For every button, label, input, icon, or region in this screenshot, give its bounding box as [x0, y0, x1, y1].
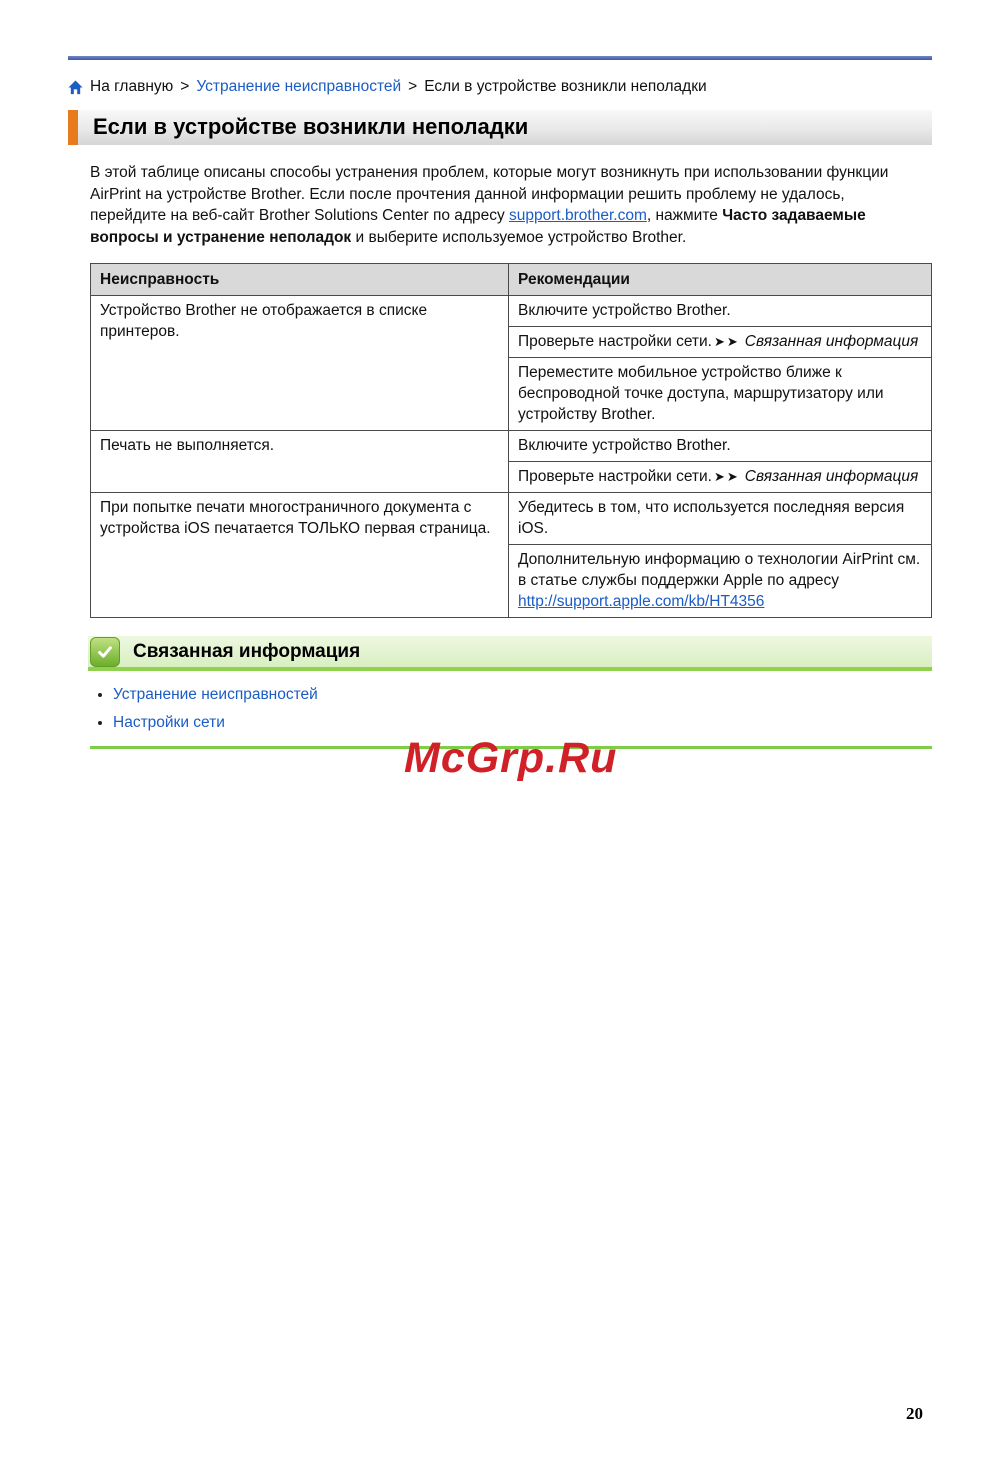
recommendation-cell [509, 431, 932, 462]
list-item [98, 685, 932, 705]
top-blue-rule [68, 56, 932, 60]
problem-cell: При попытке печати многостраничного документа с устройства iOS печатается ТОЛЬКО первая страница. [91, 493, 509, 618]
recommendation-text: Переместите мобильное устройство ближе к беспроводной точке доступа, маршрутизатору или устройству Brother. [518, 364, 884, 423]
intro-text-1: В этой таблице описаны способы устранения проблем, которые могут возникнуть при использовании функции AirPrint на устройстве Brother. Если после прочтения данной информации решить проблему не удалось, перейдите на веб-сайт Brother Solutions Center по адресу [90, 164, 889, 224]
table-row [91, 493, 932, 545]
page-title-bar [68, 110, 932, 145]
table-header-recommendation: Рекомендации [509, 264, 932, 296]
related-info-reference[interactable]: Связанная информация [744, 333, 919, 350]
recommendation-text: Дополнительную информацию о технологии AirPrint см. в статье службы поддержки Apple по адресу [518, 551, 921, 589]
table-header-problem: Неисправность [91, 264, 509, 296]
watermark: McGrp.Ru [404, 734, 618, 782]
double-arrow-icon: ➤➤ [714, 469, 740, 484]
list-item [98, 713, 932, 733]
breadcrumb-home[interactable]: На главную [90, 78, 174, 95]
double-arrow-icon: ➤➤ [714, 334, 740, 349]
recommendation-text: Проверьте настройки сети. [518, 333, 712, 350]
recommendation-cell [509, 296, 932, 327]
breadcrumb-current: Если в устройстве возникли неполадки [424, 78, 707, 95]
page-number: 20 [906, 1404, 923, 1423]
related-information-section [88, 636, 932, 749]
related-info-reference[interactable]: Связанная информация [744, 468, 919, 485]
recommendation-cell [509, 545, 932, 618]
intro-paragraph [90, 162, 912, 248]
troubleshooting-table [90, 263, 932, 618]
recommendation-cell [509, 358, 932, 431]
intro-text-3: и выберите используемое устройство Brother. [351, 228, 687, 246]
recommendation-text: Убедитесь в том, что используется последняя версия iOS. [518, 499, 905, 537]
breadcrumb-separator: > [180, 78, 190, 95]
table-row [91, 296, 932, 327]
recommendation-text: Включите устройство Brother. [518, 302, 731, 319]
related-links-list [98, 685, 932, 733]
bullet-icon [98, 721, 102, 725]
recommendation-text: Проверьте настройки сети. [518, 468, 712, 485]
support-brother-link[interactable]: support.brother.com [509, 207, 647, 224]
check-icon [90, 637, 120, 667]
recommendation-cell [509, 462, 932, 493]
intro-text-2: , нажмите [646, 207, 723, 224]
table-row [91, 431, 932, 462]
recommendation-text: Включите устройство Brother. [518, 437, 731, 454]
problem-cell: Устройство Brother не отображается в списке принтеров. [91, 296, 509, 431]
related-link-network-settings[interactable]: Настройки сети [113, 714, 225, 731]
breadcrumb-separator: > [408, 78, 418, 95]
home-icon[interactable] [68, 80, 83, 95]
related-link-troubleshooting[interactable]: Устранение неисправностей [113, 686, 318, 703]
recommendation-cell [509, 493, 932, 545]
recommendation-cell [509, 327, 932, 358]
page-title: Если в устройстве возникли неполадки [93, 114, 529, 139]
problem-cell: Печать не выполняется. [91, 431, 509, 493]
table-header-row [91, 264, 932, 296]
bullet-icon [98, 693, 102, 697]
breadcrumb [68, 77, 932, 97]
breadcrumb-link-troubleshooting[interactable]: Устранение неисправностей [196, 78, 402, 95]
apple-support-link[interactable]: http://support.apple.com/kb/HT4356 [518, 593, 765, 610]
intro-bold-faq: Часто задаваемые вопросы и устранение неполадок [90, 207, 866, 246]
related-information-header [88, 636, 932, 671]
related-information-title: Связанная информация [133, 640, 361, 662]
